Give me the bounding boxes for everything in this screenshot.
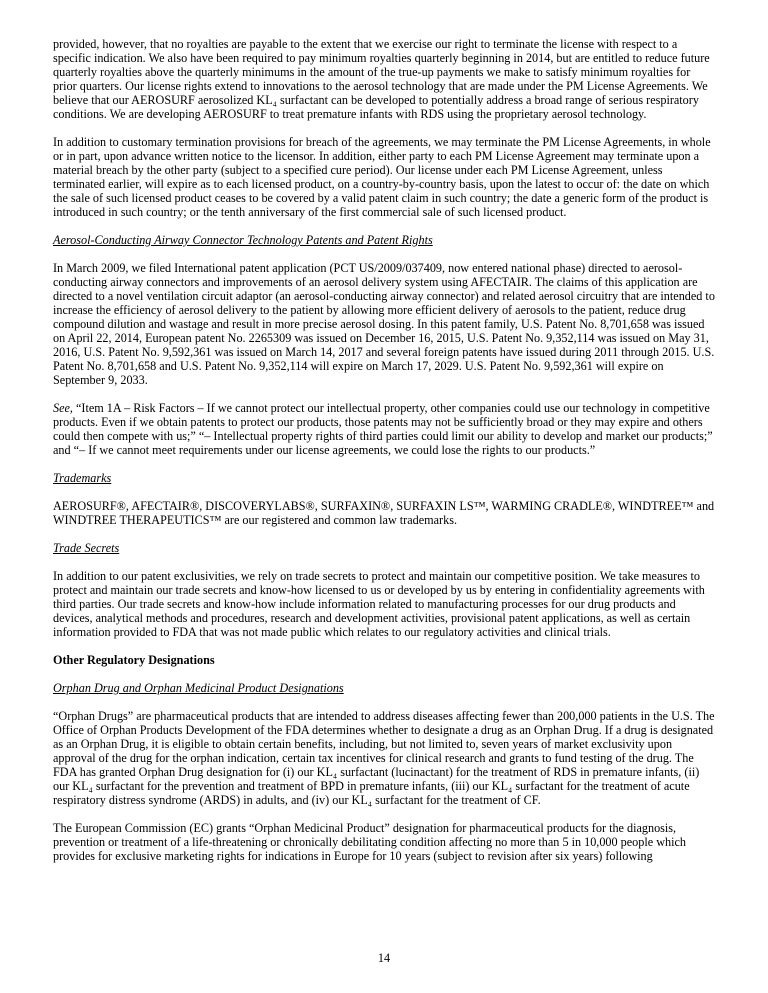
paragraph: See, “Item 1A – Risk Factors – If we cannot protect our intellectual property, other companies could use our technology in competitive products. Even if we obtain patents to protect our products, those patents may not be sufficiently broad or they may expire and others could then compete with us;” “– Intellectual property rights of third parties could limit our ability to develop and market our products;” and “– If we cannot meet requirements under our license agreements, we could lose the rights to our products.”: [53, 401, 713, 457]
paragraph: provided, however, that no royalties are payable to the extent that we exercise our right to terminate the license with respect to a specific indication. We also have been required to pay minimum royalties quarterly beginning in 2014, but are entitled to reduce future quarterly royalties above the quarterly minimums in the amount of the true-up payments we make to satisfy minimum royalties for prior quarters. Our license rights extend to innovations to the aerosol technology that are made under the PM License Agreements. We believe that our AEROSURF aerosolized KL₄ surfactant can be developed to potentially address a broad range of serious respiratory conditions. We are developing AEROSURF to treat premature infants with RDS using the proprietary aerosol technology.: [53, 37, 710, 121]
page-footer: [0, 951, 768, 965]
paragraph: “Orphan Drugs” are pharmaceutical products that are intended to address diseases affecting fewer than 200,000 patients in the U.S. The Office of Orphan Products Development of the FDA determines whether to designate a drug as an Orphan Drug. If a drug is designated as an Orphan Drug, it is eligible to obtain certain benefits, including, but not limited to, seven years of market exclusivity upon approval of the drug for the orphan indication, certain tax incentives for clinical research and grants to fund testing of the drug. The FDA has granted Orphan Drug designation for (i) our KL₄ surfactant (lucinactant) for the treatment of RDS in premature infants, (ii) our KL₄ surfactant for the prevention and treatment of BPD in premature infants, (iii) our KL₄ surfactant for the treatment of acute respiratory distress syndrome (ARDS) in adults, and (iv) our KL₄ surfactant for the treatment of CF.: [53, 709, 715, 807]
paragraph: In addition to our patent exclusivities, we rely on trade secrets to protect and maintain our competitive position. We take measures to protect and maintain our trade secrets and know-how licensed to us or developed by us by entering in confidentiality agreements with third parties. Our trade secrets and know-how include information related to manufacturing processes for our drug products and devices, analytical methods and procedures, research and development activities, provisional patent applications, as well as certain information provided to FDA that was not made public which relates to our regulatory activities and clinical trials.: [53, 569, 705, 639]
section-heading: Aerosol-Conducting Airway Connector Technology Patents and Patent Rights: [53, 233, 433, 247]
section-heading: Trade Secrets: [53, 541, 120, 555]
section-heading: Orphan Drug and Orphan Medicinal Product Designations: [53, 681, 344, 695]
paragraph: In addition to customary termination provisions for breach of the agreements, we may terminate the PM License Agreements, in whole or in part, upon advance written notice to the licensor. In addition, either party to each PM License Agreement may terminate upon a material breach by the other party (subject to a specified cure period). Our license under each PM License Agreement, unless terminated earlier, will expire as to each licensed product, on a country-by-country basis, upon the latest to occur of: the date on which the sale of such licensed product ceases to be covered by a valid patent claim in such country; the date a generic form of the product is introduced in such country; or the tenth anniversary of the first commercial sale of such licensed product.: [53, 135, 711, 219]
paragraph: AEROSURF®, AFECTAIR®, DISCOVERYLABS®, SURFAXIN®, SURFAXIN LS™, WARMING CRADLE®, WINDTREE™ and WINDTREE THERAPEUTICS™ are our registered and common law trademarks.: [53, 499, 715, 527]
page-number: 14: [377, 951, 391, 965]
paragraph: In March 2009, we filed International patent application (PCT US/2009/037409, now entered national phase) directed to aerosol-conducting airway connectors and improvements of an aerosol delivery system using AFECTAIR. The claims of this application are directed to a novel ventilation circuit adaptor (an aerosol-conducting airway connector) and related aerosol circuitry that are intended to increase the efficiency of aerosol delivery to the patient by allowing more efficient delivery of aerosols to the patient, reduce drug compound dilution and wastage and result in more precise aerosol dosing. In this patent family, U.S. Patent No. 8,701,658 was issued on April 22, 2014, European patent No. 2265309 was issued on December 16, 2015, U.S. Patent No. 9,352,114 was issued on May 31, 2016, U.S. Patent No. 9,592,361 was issued on March 14, 2017 and several foreign patents have issued during 2011 through 2015. U.S. Patent No. 8,701,658 and U.S. Patent No. 9,352,114 will expire on March 17, 2029. U.S. Patent No. 9,592,361 will expire on September 9, 2033.: [53, 261, 715, 387]
document-content: [53, 37, 715, 863]
paragraph: The European Commission (EC) grants “Orphan Medicinal Product” designation for pharmaceutical products for the diagnosis, prevention or treatment of a life-threatening or chronically debilitating condition affecting no more than 5 in 10,000 people which provides for exclusive marketing rights for indications in Europe for 10 years (subject to revision after six years) following: [53, 821, 686, 863]
section-heading-bold: Other Regulatory Designations: [53, 653, 215, 667]
italic-lead: See,: [53, 401, 73, 415]
section-heading: Trademarks: [53, 471, 112, 485]
